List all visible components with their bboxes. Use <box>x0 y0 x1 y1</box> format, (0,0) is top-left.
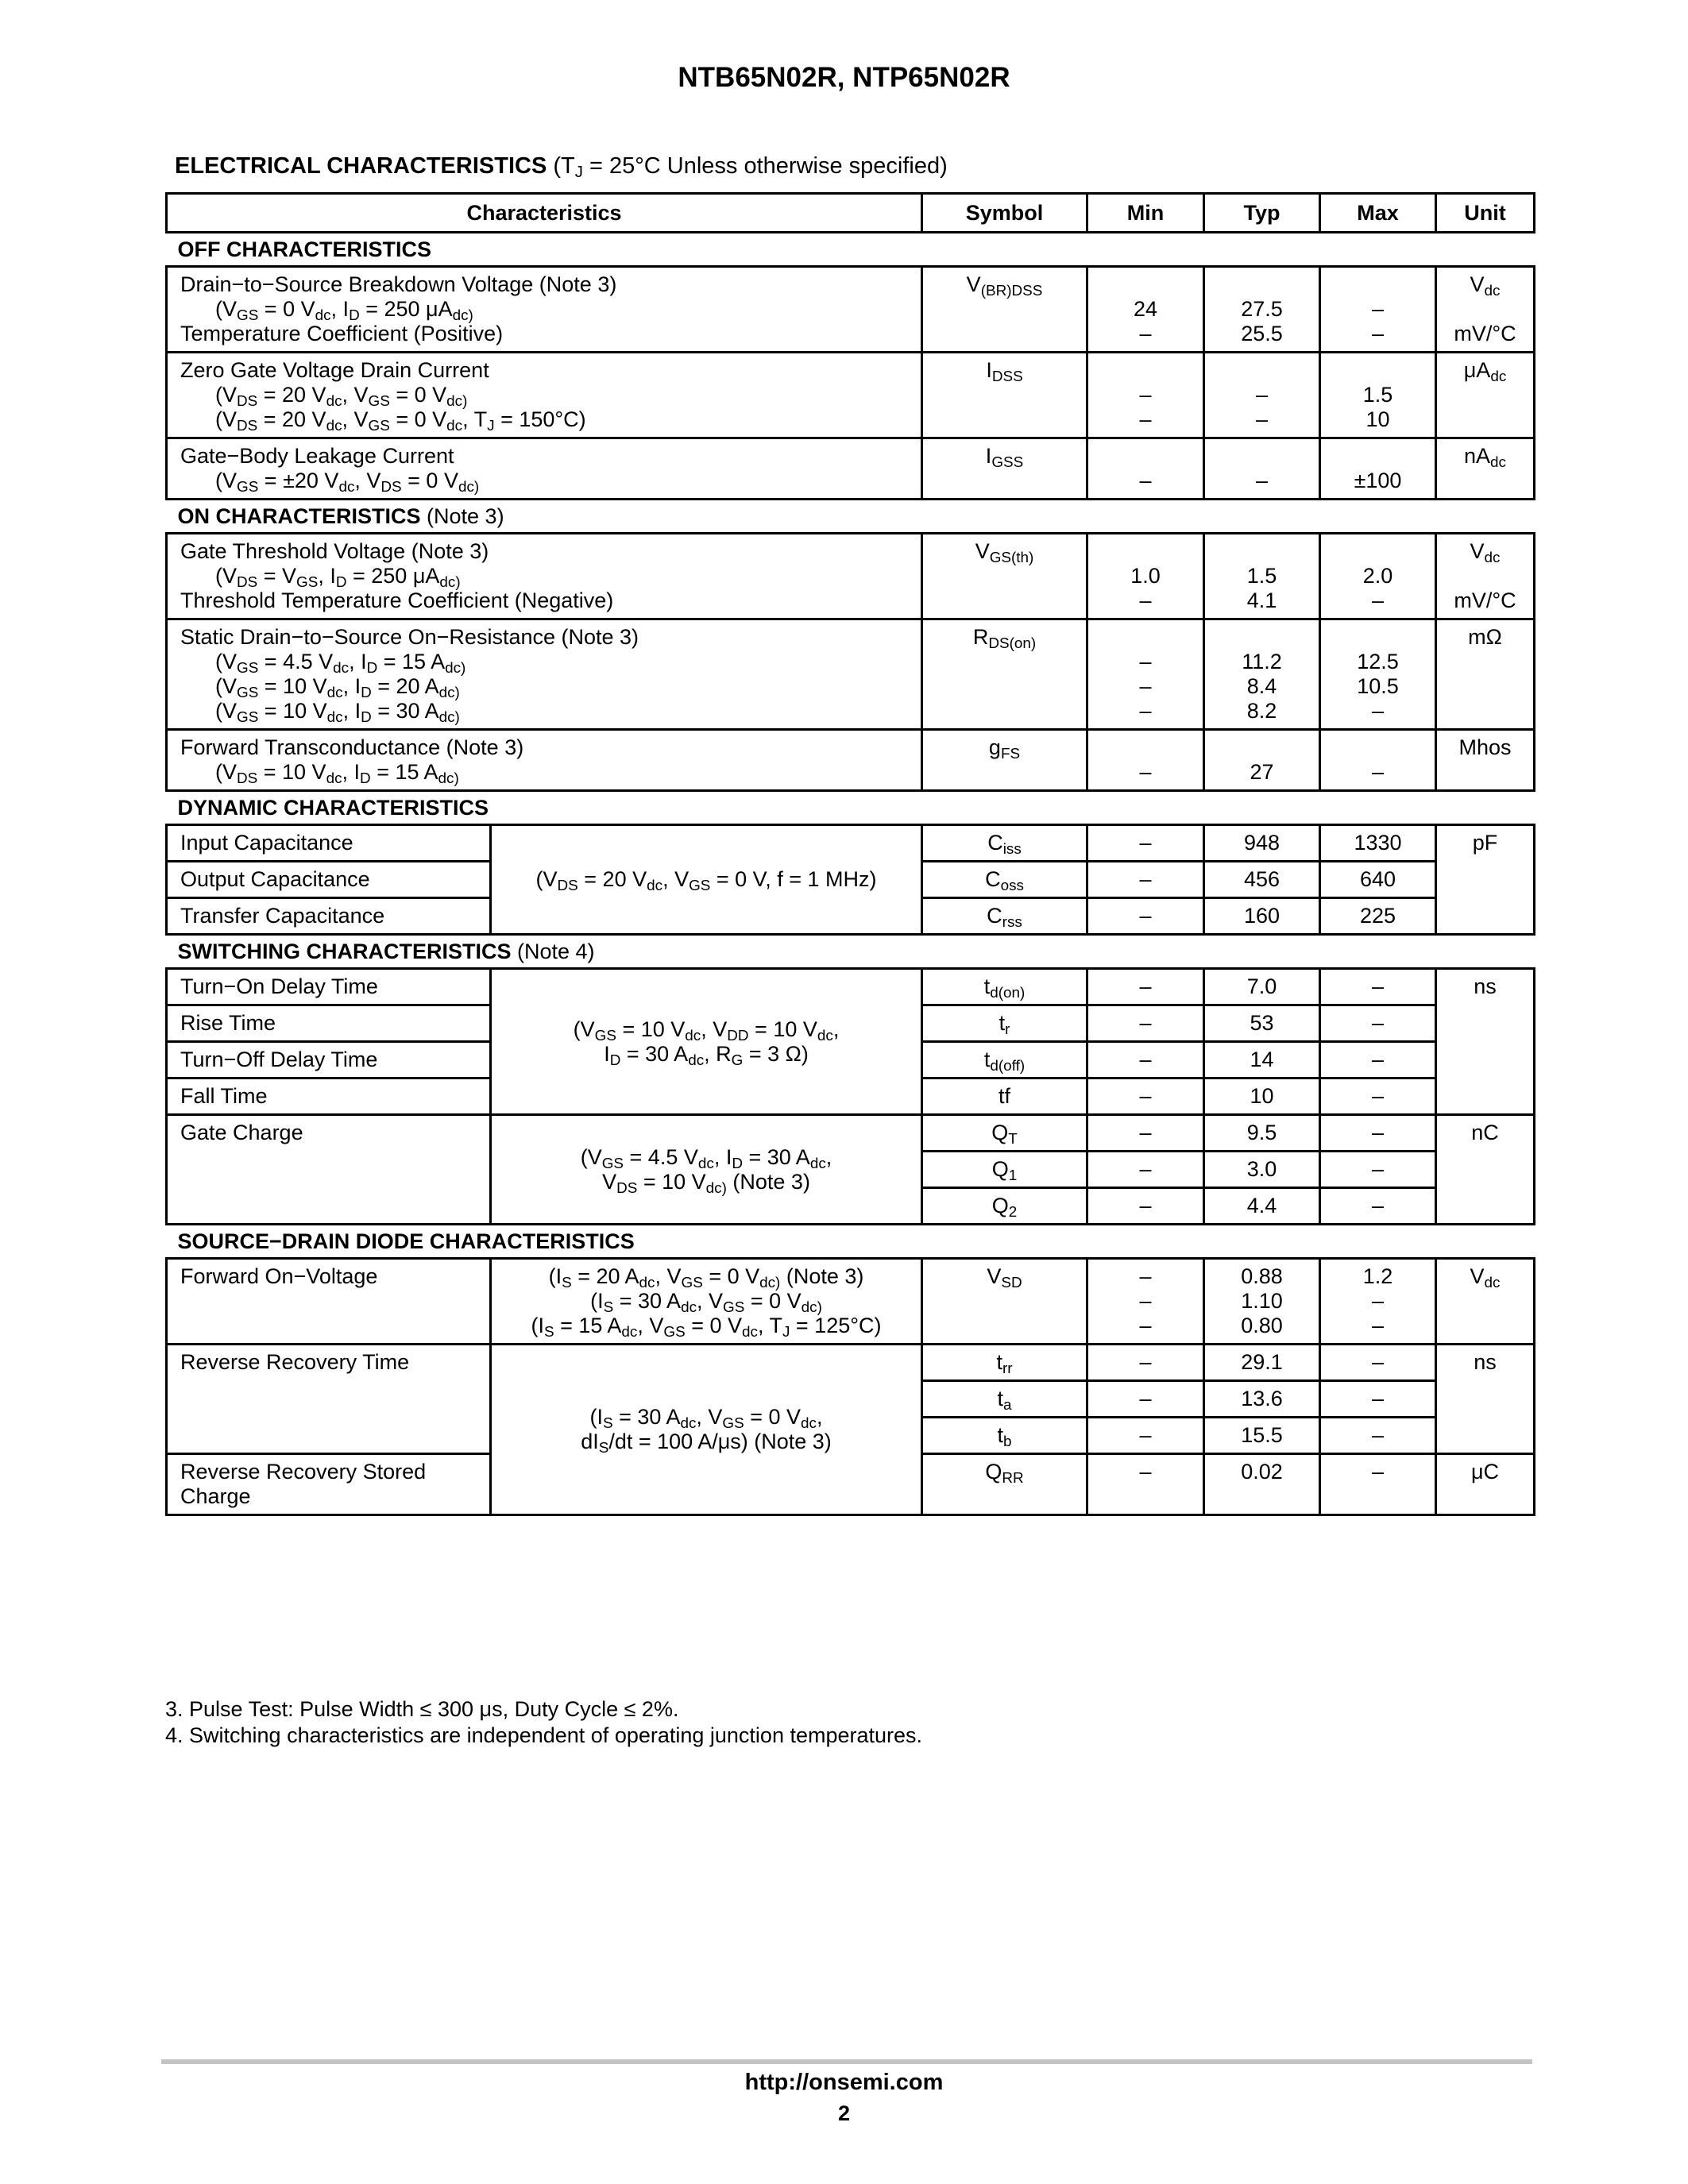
symbol: tf <box>922 1078 1087 1115</box>
symbol: $Q_T$ <box>922 1115 1087 1152</box>
param-condition: ($I_S = 30$ $A_{dc}$, $V_{GS} = 0$ $V_{dc}$, $dI_S/dt = 100$ A/μs) (Note 3) <box>491 1345 922 1515</box>
param-name: Turn−On Delay Time <box>167 969 491 1005</box>
switching-header: SWITCHING CHARACTERISTICS <box>177 939 512 963</box>
param-condition: ($V_{DS} = 20$ $V_{dc}$, $V_{GS} = 0$ $V_{dc}$, $T_J = 150^\circ C$) <box>215 407 586 434</box>
unit: pF <box>1436 825 1535 935</box>
symbol: $t_r$ <box>922 1005 1087 1042</box>
param-name: Forward On−Voltage <box>167 1259 491 1345</box>
symbol: $g_{FS}$ <box>922 730 1087 791</box>
table-row: Turn−Off Delay Time $t_{d(off)}$ – 14 – <box>167 1042 1535 1078</box>
table-row: Forward On−Voltage ($I_S = 20$ $A_{dc}$, $V_{GS} = 0$ $V_{dc)}$ (Note 3) ($I_S = 30$ $A_{dc}$, $V_{GS} = 0$ $V_{dc)}$ ($I_S = 15$ $A_{dc}$, $V_{GS} = 0$ $V_{dc}$, $T_J = 125^\circ C$) $V_{SD}$ – – – 0.88 1.10 0.80 1.2 – – $V_{dc}$ <box>167 1259 1535 1345</box>
param-name: Gate Charge <box>167 1115 491 1225</box>
col-typ: Typ <box>1204 194 1320 233</box>
table-row: Reverse Recovery Time ($I_S = 30$ $A_{dc}$, $V_{GS} = 0$ $V_{dc}$, $dI_S/dt = 100$ A/μs) (Note 3) $t_{rr}$ – 29.1 – ns <box>167 1345 1535 1381</box>
table-row: Forward Transconductance (Note 3) ($V_{DS} = 10$ $V_{dc}$, $I_D = 15$ $A_{dc)}$ $g_{FS}$ – 27 – Mhos <box>167 730 1535 791</box>
symbol: $V_{GS(th)}$ <box>922 534 1087 619</box>
table-row: $t_a$ – 13.6 – <box>167 1381 1535 1418</box>
unit: $\mu A_{dc}$ <box>1436 353 1535 438</box>
unit: $nA_{dc}$ <box>1436 438 1535 500</box>
col-symbol: Symbol <box>922 194 1087 233</box>
unit: μC <box>1436 1454 1535 1515</box>
param-name: Temperature Coefficient (Positive) <box>180 322 504 345</box>
table-row: Input Capacitance ($V_{DS} = 20$ $V_{dc}$, $V_{GS} = 0$ V, f = 1 MHz) $C_{iss}$ – 948 1330 pF <box>167 825 1535 862</box>
section-row-dynamic <box>167 791 1535 825</box>
param-condition: ($V_{GS} = 4.5$ $V_{dc}$, $I_D = 30$ $A_{dc}$, $V_{DS} = 10$ $V_{dc)}$ (Note 3) <box>491 1115 922 1225</box>
unit: mΩ <box>1436 619 1535 730</box>
electrical-characteristics-table <box>165 192 1535 1516</box>
symbol: $C_{oss}$ <box>922 862 1087 898</box>
table-row: Fall Time tf – 10 – <box>167 1078 1535 1115</box>
table-row: Drain−to−Source Breakdown Voltage (Note 3) ($V_{GS} = 0$ $V_{dc}$, $I_D = 250$ $\mu A_{dc)}$ Temperature Coefficient (Positive) $V_{(BR)DSS}$ 24 – 27.5 25.5 – – $V_{dc}$ mV/°C <box>167 267 1535 353</box>
section-row-diode <box>167 1225 1535 1259</box>
param-condition: ($V_{GS} = 0$ $V_{dc}$, $I_D = 250$ $\mu A_{dc)}$ <box>215 297 473 324</box>
param-name: Forward Transconductance (Note 3) <box>180 735 524 759</box>
unit: nC <box>1436 1115 1535 1225</box>
param-name: Input Capacitance <box>167 825 491 862</box>
footer-divider <box>161 2059 1532 2064</box>
section-row-off <box>167 233 1535 267</box>
table-row: Zero Gate Voltage Drain Current ($V_{DS} = 20$ $V_{dc}$, $V_{GS} = 0$ $V_{dc)}$ ($V_{DS} = 20$ $V_{dc}$, $V_{GS} = 0$ $V_{dc}$, $T_J = 150^\circ C$) $I_{DSS}$ – – – – 1.5 10 $\mu A_{dc}$ <box>167 353 1535 438</box>
param-condition: ($I_S = 20$ $A_{dc}$, $V_{GS} = 0$ $V_{dc)}$ (Note 3) ($I_S = 30$ $A_{dc}$, $V_{GS} = 0$ $V_{dc)}$ ($I_S = 15$ $A_{dc}$, $V_{GS} = 0$ $V_{dc}$, $T_J = 125^\circ C$) <box>491 1259 922 1345</box>
symbol: $I_{DSS}$ <box>922 353 1087 438</box>
symbol: $V_{SD}$ <box>922 1259 1087 1345</box>
param-condition: ($V_{GS} = 10$ $V_{dc}$, $I_D = 20$ $A_{dc)}$ <box>215 674 460 701</box>
param-name: Rise Time <box>167 1005 491 1042</box>
symbol: $R_{DS(on)}$ <box>922 619 1087 730</box>
param-condition: ($V_{GS} = 4.5$ $V_{dc}$, $I_D = 15$ $A_{dc)}$ <box>215 650 466 677</box>
unit: ns <box>1436 1345 1535 1454</box>
param-name: Gate Threshold Voltage (Note 3) <box>180 539 489 563</box>
section-row-switching: SWITCHING CHARACTERISTICS (Note 4) <box>167 935 1535 969</box>
footer-link[interactable]: http://onsemi.com <box>744 2070 944 2095</box>
on-header: ON CHARACTERISTICS <box>177 504 421 528</box>
param-name: Drain−to−Source Breakdown Voltage (Note 3) <box>180 272 617 296</box>
document-title: NTB65N02R, NTP65N02R <box>678 62 1010 93</box>
table-row: Gate−Body Leakage Current ($V_{GS} = \pm 20$ $V_{dc}$, $V_{DS} = 0$ $V_{dc)}$ $I_{GSS}$ – – ±100 $nA_{dc}$ <box>167 438 1535 500</box>
param-condition: ($V_{DS} = V_{GS}$, $I_D = 250$ $\mu A_{dc)}$ <box>215 564 461 591</box>
param-name: Reverse Recovery Stored Charge <box>167 1454 491 1515</box>
param-name: Transfer Capacitance <box>167 898 491 935</box>
table-row: Reverse Recovery Stored Charge $Q_{RR}$ – 0.02 – μC <box>167 1454 1535 1515</box>
table-row: $Q_2$ – 4.4 – <box>167 1188 1535 1225</box>
table-row: Output Capacitance $C_{oss}$ – 456 640 <box>167 862 1535 898</box>
param-condition: ($V_{GS} = 10$ $V_{dc}$, $V_{DD} = 10$ $V_{dc}$, $I_D = 30$ $A_{dc}$, $R_G = 3$ Ω) <box>491 969 922 1115</box>
param-condition: ($V_{DS} = 20$ $V_{dc}$, $V_{GS} = 0$ $V_{dc)}$ <box>215 383 468 410</box>
symbol: $t_{d(off)}$ <box>922 1042 1087 1078</box>
section-heading: ELECTRICAL CHARACTERISTICS <box>175 153 547 179</box>
section-row-on: ON CHARACTERISTICS (Note 3) <box>167 500 1535 534</box>
unit: $V_{dc}$ <box>1436 1259 1535 1345</box>
symbol: $t_{d(on)}$ <box>922 969 1087 1005</box>
param-condition: ($V_{GS} = \pm 20$ $V_{dc}$, $V_{DS} = 0$ $V_{dc)}$ <box>215 469 480 496</box>
symbol: $Q_2$ <box>922 1188 1087 1225</box>
section-title <box>175 153 948 179</box>
col-unit: Unit <box>1436 194 1535 233</box>
symbol: $Q_{RR}$ <box>922 1454 1087 1515</box>
footnote: 3. Pulse Test: Pulse Width ≤ 300 μs, Duty Cycle ≤ 2%. <box>165 1697 679 1721</box>
page-number: 2 <box>837 2101 851 2125</box>
col-characteristics: Characteristics <box>167 194 922 233</box>
symbol: $t_a$ <box>922 1381 1087 1418</box>
off-header: OFF CHARACTERISTICS <box>167 233 1535 267</box>
table-row: Transfer Capacitance $C_{rss}$ – 160 225 <box>167 898 1535 935</box>
table-row: $Q_1$ – 3.0 – <box>167 1152 1535 1188</box>
table-row: Gate Threshold Voltage (Note 3) ($V_{DS} = V_{GS}$, $I_D = 250$ $\mu A_{dc)}$ Threshold Temperature Coefficient (Negative) $V_{GS(th)}$ 1.0 – 1.5 4.1 2.0 – $V_{dc}$ mV/°C <box>167 534 1535 619</box>
param-name: Static Drain−to−Source On−Resistance (Note 3) <box>180 625 639 649</box>
unit: Mhos <box>1436 730 1535 791</box>
dynamic-header: DYNAMIC CHARACTERISTICS <box>167 791 1535 825</box>
symbol: $C_{iss}$ <box>922 825 1087 862</box>
param-name: Output Capacitance <box>167 862 491 898</box>
param-condition: ($V_{DS} = 10$ $V_{dc}$, $I_D = 15$ $A_{dc)}$ <box>215 760 459 787</box>
col-min: Min <box>1087 194 1204 233</box>
table-row: Turn−On Delay Time ($V_{GS} = 10$ $V_{dc}$, $V_{DD} = 10$ $V_{dc}$, $I_D = 30$ $A_{dc}$, $R_G = 3$ Ω) $t_{d(on)}$ – 7.0 – ns <box>167 969 1535 1005</box>
header-row <box>167 194 1535 233</box>
param-name: Zero Gate Voltage Drain Current <box>180 358 489 382</box>
symbol: $Q_1$ <box>922 1152 1087 1188</box>
param-condition: ($V_{GS} = 10$ $V_{dc}$, $I_D = 30$ $A_{dc)}$ <box>215 699 460 726</box>
table-row: $t_b$ – 15.5 – <box>167 1418 1535 1454</box>
symbol: $t_{rr}$ <box>922 1345 1087 1381</box>
unit: ns <box>1436 969 1535 1115</box>
table-row: Rise Time $t_r$ – 53 – <box>167 1005 1535 1042</box>
symbol: $V_{(BR)DSS}$ <box>922 267 1087 353</box>
symbol: $t_b$ <box>922 1418 1087 1454</box>
section-conditions: ($T_J = 25^\circ C$ Unless otherwise specified) <box>553 153 948 181</box>
symbol: $I_{GSS}$ <box>922 438 1087 500</box>
table-row: Gate Charge ($V_{GS} = 4.5$ $V_{dc}$, $I_D = 30$ $A_{dc}$, $V_{DS} = 10$ $V_{dc)}$ (Note 3) $Q_T$ – 9.5 – nC <box>167 1115 1535 1152</box>
param-name: Gate−Body Leakage Current <box>180 444 454 468</box>
footnote: 4. Switching characteristics are independent of operating junction temperatures. <box>165 1723 923 1747</box>
param-name: Reverse Recovery Time <box>167 1345 491 1454</box>
footnotes <box>165 1696 922 1749</box>
param-condition: ($V_{DS} = 20$ $V_{dc}$, $V_{GS} = 0$ V, f = 1 MHz) <box>491 825 922 935</box>
table-row: Static Drain−to−Source On−Resistance (Note 3) ($V_{GS} = 4.5$ $V_{dc}$, $I_D = 15$ $A_{dc)}$ ($V_{GS} = 10$ $V_{dc}$, $I_D = 20$ $A_{dc)}$ ($V_{GS} = 10$ $V_{dc}$, $I_D = 30$ $A_{dc)}$ $R_{DS(on)}$ – – – 11.2 8.4 8.2 12.5 10.5 – mΩ <box>167 619 1535 730</box>
param-name: Threshold Temperature Coefficient (Negative) <box>180 588 614 612</box>
symbol: $C_{rss}$ <box>922 898 1087 935</box>
param-name: Fall Time <box>167 1078 491 1115</box>
param-name: Turn−Off Delay Time <box>167 1042 491 1078</box>
diode-header: SOURCE−DRAIN DIODE CHARACTERISTICS <box>167 1225 1535 1259</box>
col-max: Max <box>1320 194 1436 233</box>
